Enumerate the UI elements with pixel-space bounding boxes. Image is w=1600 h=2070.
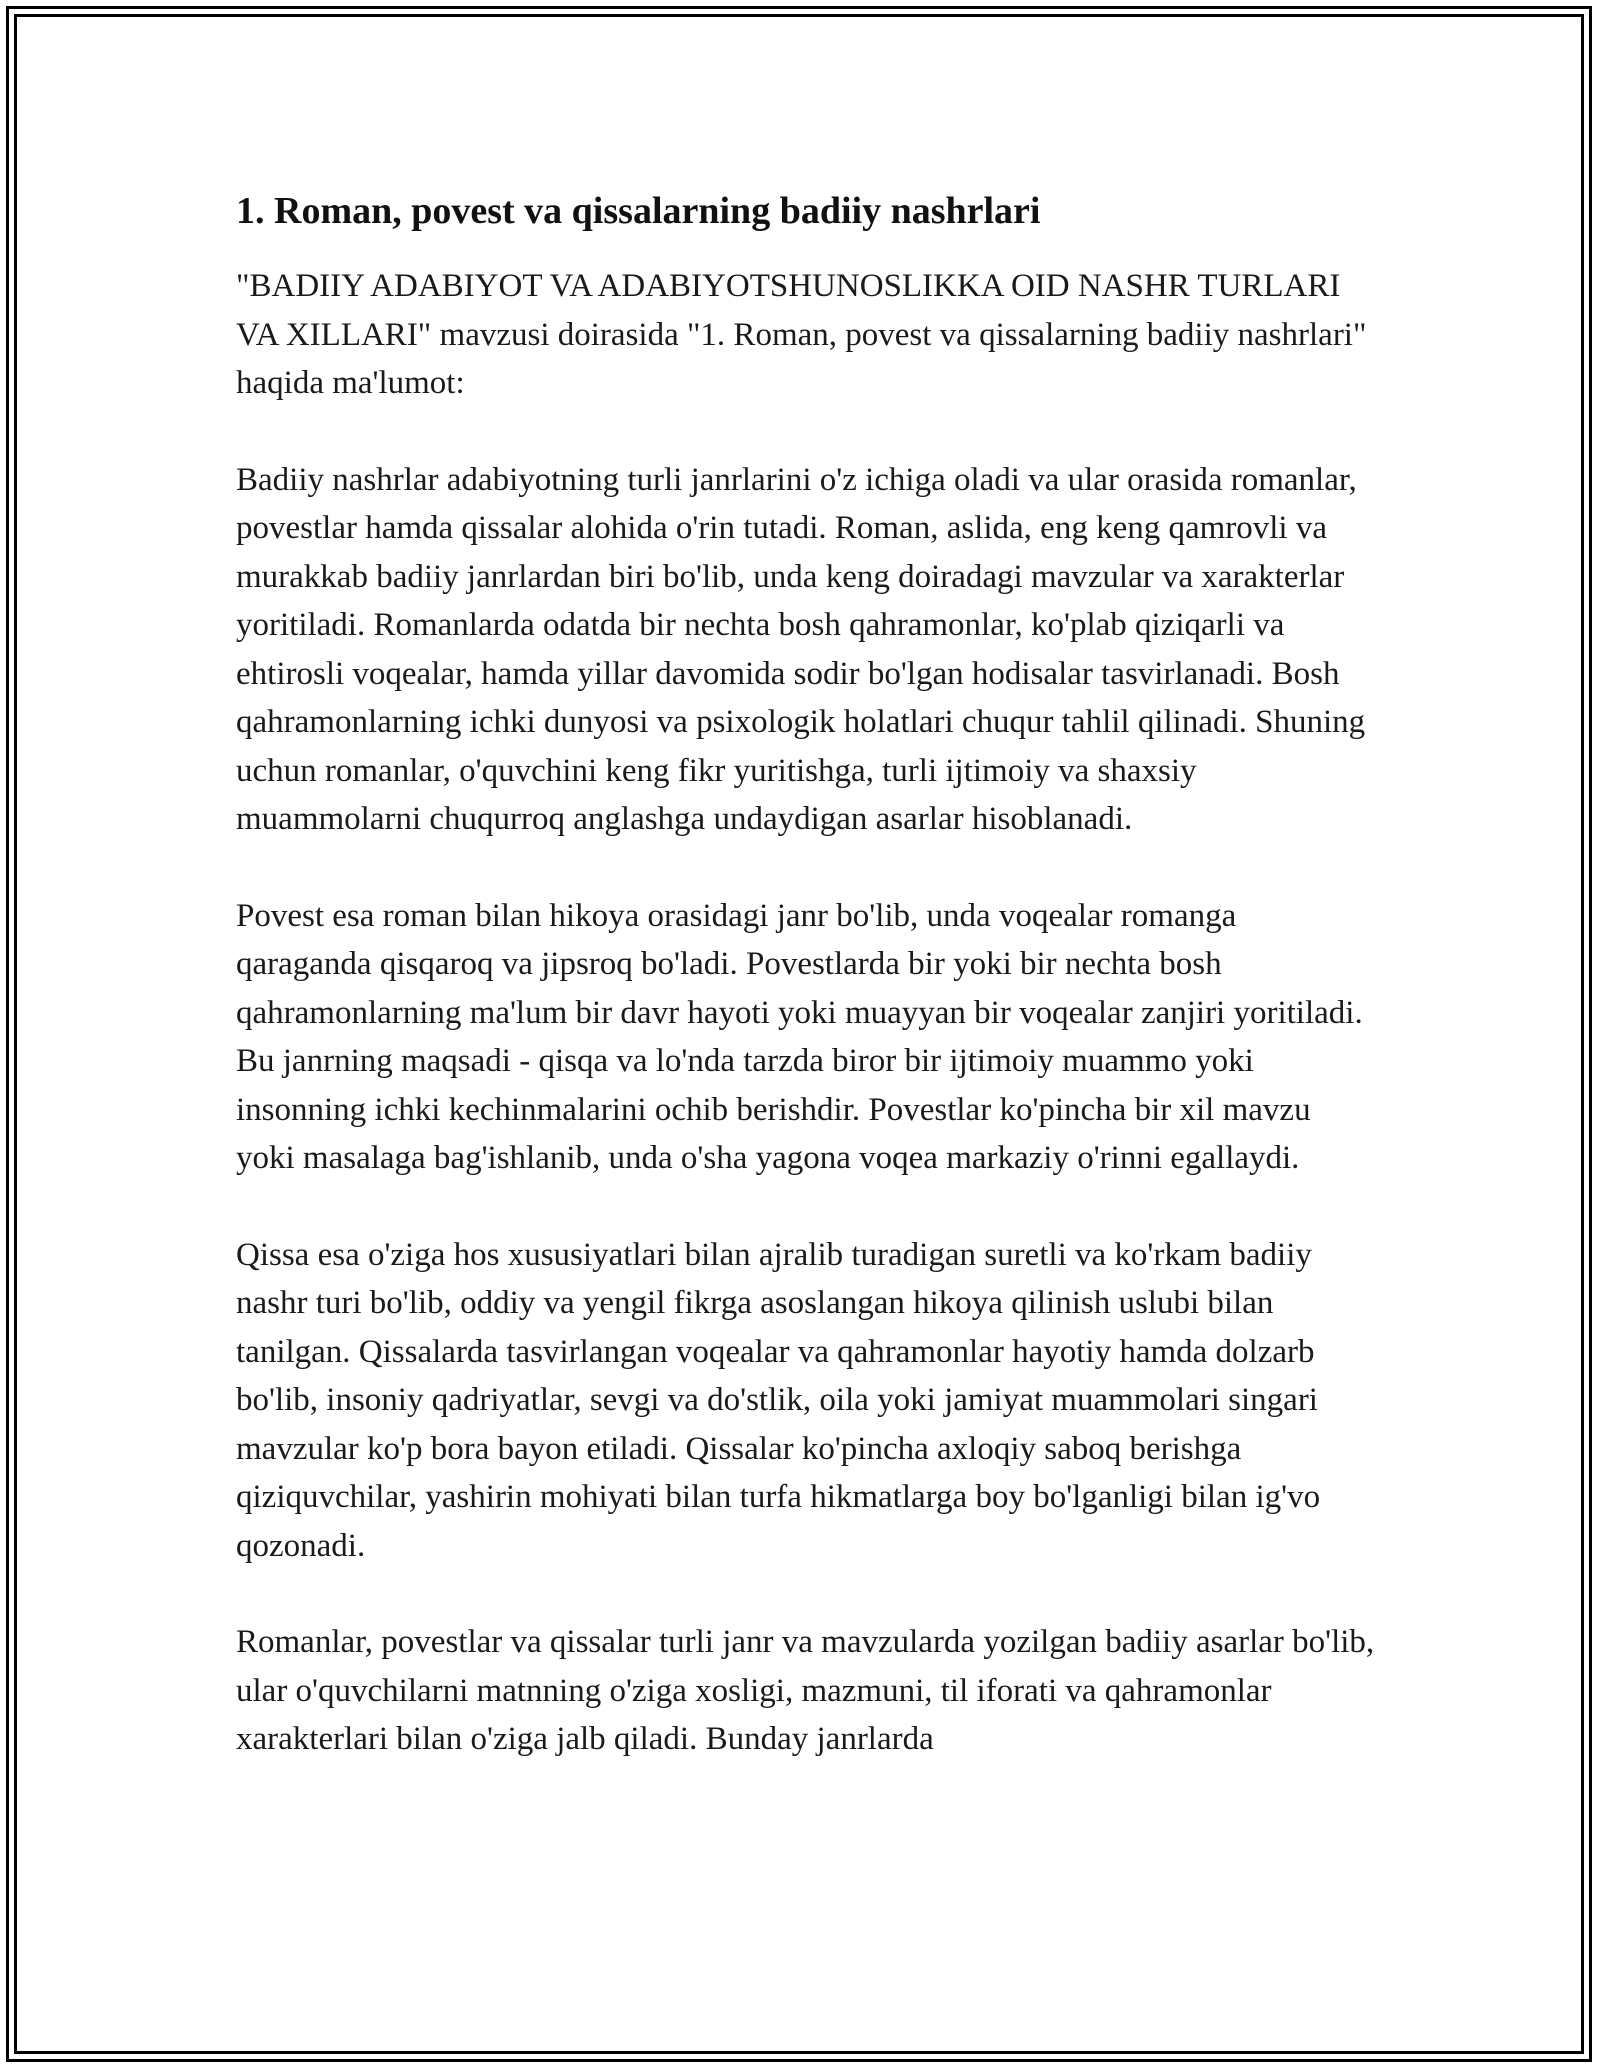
roman-paragraph: Badiiy nashrlar adabiyotning turli janrlarini o'z ichiga oladi va ular orasida romanlar, povestlar hamda qissalar alohida o'rin tutadi. Roman, aslida, eng keng qamrovli va murakkab badiiy janrlardan biri bo'lib, unda keng doiradagi mavzular va xarakterlar yoritiladi. Romanlarda odatda bir nechta bosh qahramonlar, ko'plab qiziqarli va ehtirosli voqealar, hamda yillar davomida sodir bo'lgan hodisalar tasvirlanadi. Bosh qahramonlarning ichki dunyosi va psixologik holatlari chuqur tahlil qilinadi. Shuning uchun romanlar, o'quvchini keng fikr yuritishga, turli ijtimoiy va shaxsiy muammolarni chuqurroq anglashga undaydigan asarlar hisoblanadi. <box>236 461 1366 837</box>
summary-paragraph: Romanlar, povestlar va qissalar turli janr va mavzularda yozilgan badiiy asarlar bo'lib, ular o'quvchilarni matnning o'ziga xosligi, mazmuni, til iforati va qahramonlar xarakterlari bilan o'ziga jalb qiladi. Bunday janrlarda <box>236 1624 1375 1757</box>
qissa-paragraph: Qissa esa o'ziga hos xususiyatlari bilan ajralib turadigan suretli va ko'rkam badiiy nashr turi bo'lib, oddiy va yengil fikrga asoslangan hikoya qilinish uslubi bilan tanilgan. Qissalarda tasvirlangan voqealar va qahramonlar hayotiy hamda dolzarb bo'lib, insoniy qadriyatlar, sevgi va do'stlik, oila yoki jamiyat muammolari singari mavzular ko'p bora bayon etiladi. Qissalar ko'pincha axloqiy saboq berishga qiziquvchilar, yashirin mohiyati bilan turfa hikmatlarga boy bo'lganligi bilan ig'vo qozonadi. <box>236 1236 1321 1564</box>
document-title: 1. Roman, povest va qissalarning badiiy nashrlari <box>236 190 1041 232</box>
povest-paragraph: Povest esa roman bilan hikoya orasidagi janr bo'lib, unda voqealar romanga qaraganda qisqaroq va jipsroq bo'ladi. Povestlarda bir yoki bir nechta bosh qahramonlarning ma'lum bir davr hayoti yoki muayyan bir voqealar zanjiri yoritiladi. Bu janrning maqsadi - qisqa va lo'nda tarzda biror bir ijtimoiy muammo yoki insonning ichki kechinmalarini ochib berishdir. Povestlar ko'pincha bir xil mavzu yoki masalaga bag'ishlanib, unda o'sha yagona voqea markaziy o'rinni egallaydi. <box>236 897 1363 1176</box>
document-body <box>236 186 1376 1764</box>
intro-paragraph: "BADIIY ADABIYOT VA ADABIYOTSHUNOSLIKKA OID NASHR TURLARI VA XILLARI" mavzusi doirasida "1. Roman, povest va qissalarning badiiy nashrlari" haqida ma'lumot: <box>236 268 1367 401</box>
